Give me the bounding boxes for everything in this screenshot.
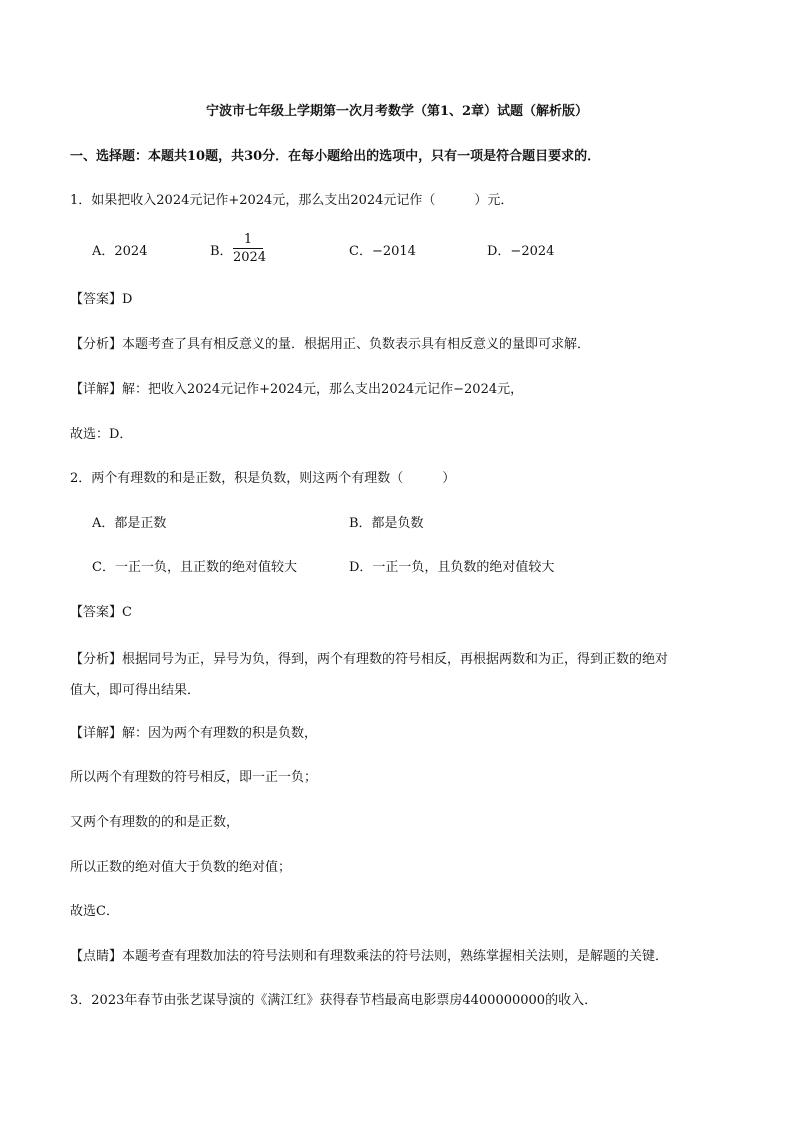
q1-choose: 故选：D．: [70, 427, 133, 442]
document-title: 宁波市七年级上学期第一次月考数学（第1、2章）试题（解析版）: [205, 104, 589, 119]
q1-option-d: D．−2024: [487, 244, 555, 259]
fraction-denominator: 2024: [233, 250, 267, 265]
q2-option-b: B．都是负数: [349, 516, 424, 531]
q1-analysis: 【分析】本题考查了具有相反意义的量．根据用正、负数表示具有相反意义的量即可求解．: [70, 337, 591, 352]
question-2-stem: 2．两个有理数的和是正数，积是负数，则这两个有理数（ ）: [70, 471, 456, 486]
q2-detail-line3: 又两个有理数的的和是正数，: [70, 815, 240, 830]
fraction-bar: [233, 248, 263, 249]
q1-detail: 【详解】解：把收入2024元记作+2024元，那么支出2024元记作−2024元，: [70, 382, 524, 397]
q1-option-b-label: B．: [210, 244, 233, 259]
q1-option-c: C．−2014: [349, 244, 416, 259]
q2-detail-line4: 所以正数的绝对值大于负数的绝对值；: [70, 860, 292, 875]
section-heading: 一、选择题：本题共10题，共30分．在每小题给出的选项中，只有一项是符合题目要求的．: [70, 149, 601, 164]
q2-choose: 故选C．: [70, 904, 119, 919]
q1-answer: 【答案】D: [70, 292, 133, 307]
q2-analysis-line2: 值大，即可得出结果．: [70, 683, 201, 698]
q2-option-c: C．一正一负，且正数的绝对值较大: [92, 560, 297, 575]
q2-analysis-line1: 【分析】根据同号为正，异号为负，得到，两个有理数的符号相反，再根据两数和为正，得到正数的绝对: [70, 652, 669, 667]
q2-detail-line2: 所以两个有理数的符号相反，即一正一负；: [70, 770, 318, 785]
q2-answer: 【答案】C: [70, 605, 132, 620]
question-3-stem: 3．2023年春节由张艺谋导演的《满江红》获得春节档最高电影票房4400000000的收入．: [70, 993, 598, 1008]
q2-option-a: A．都是正数: [92, 516, 167, 531]
q2-comment: 【点睛】本题考查有理数加法的符号法则和有理数乘法的符号法则，熟练掌握相关法则，是解题的关键．: [70, 949, 669, 964]
question-1-stem: 1．如果把收入2024元记作+2024元，那么支出2024元记作（ ）元．: [70, 193, 514, 208]
q2-detail-line1: 【详解】解：因为两个有理数的积是负数，: [70, 726, 318, 741]
q1-option-b-fraction: [233, 232, 267, 265]
fraction-numerator: 1: [243, 232, 253, 247]
q2-option-d: D．一正一负，且负数的绝对值较大: [349, 560, 555, 575]
q1-option-a: A．2024: [92, 244, 148, 259]
